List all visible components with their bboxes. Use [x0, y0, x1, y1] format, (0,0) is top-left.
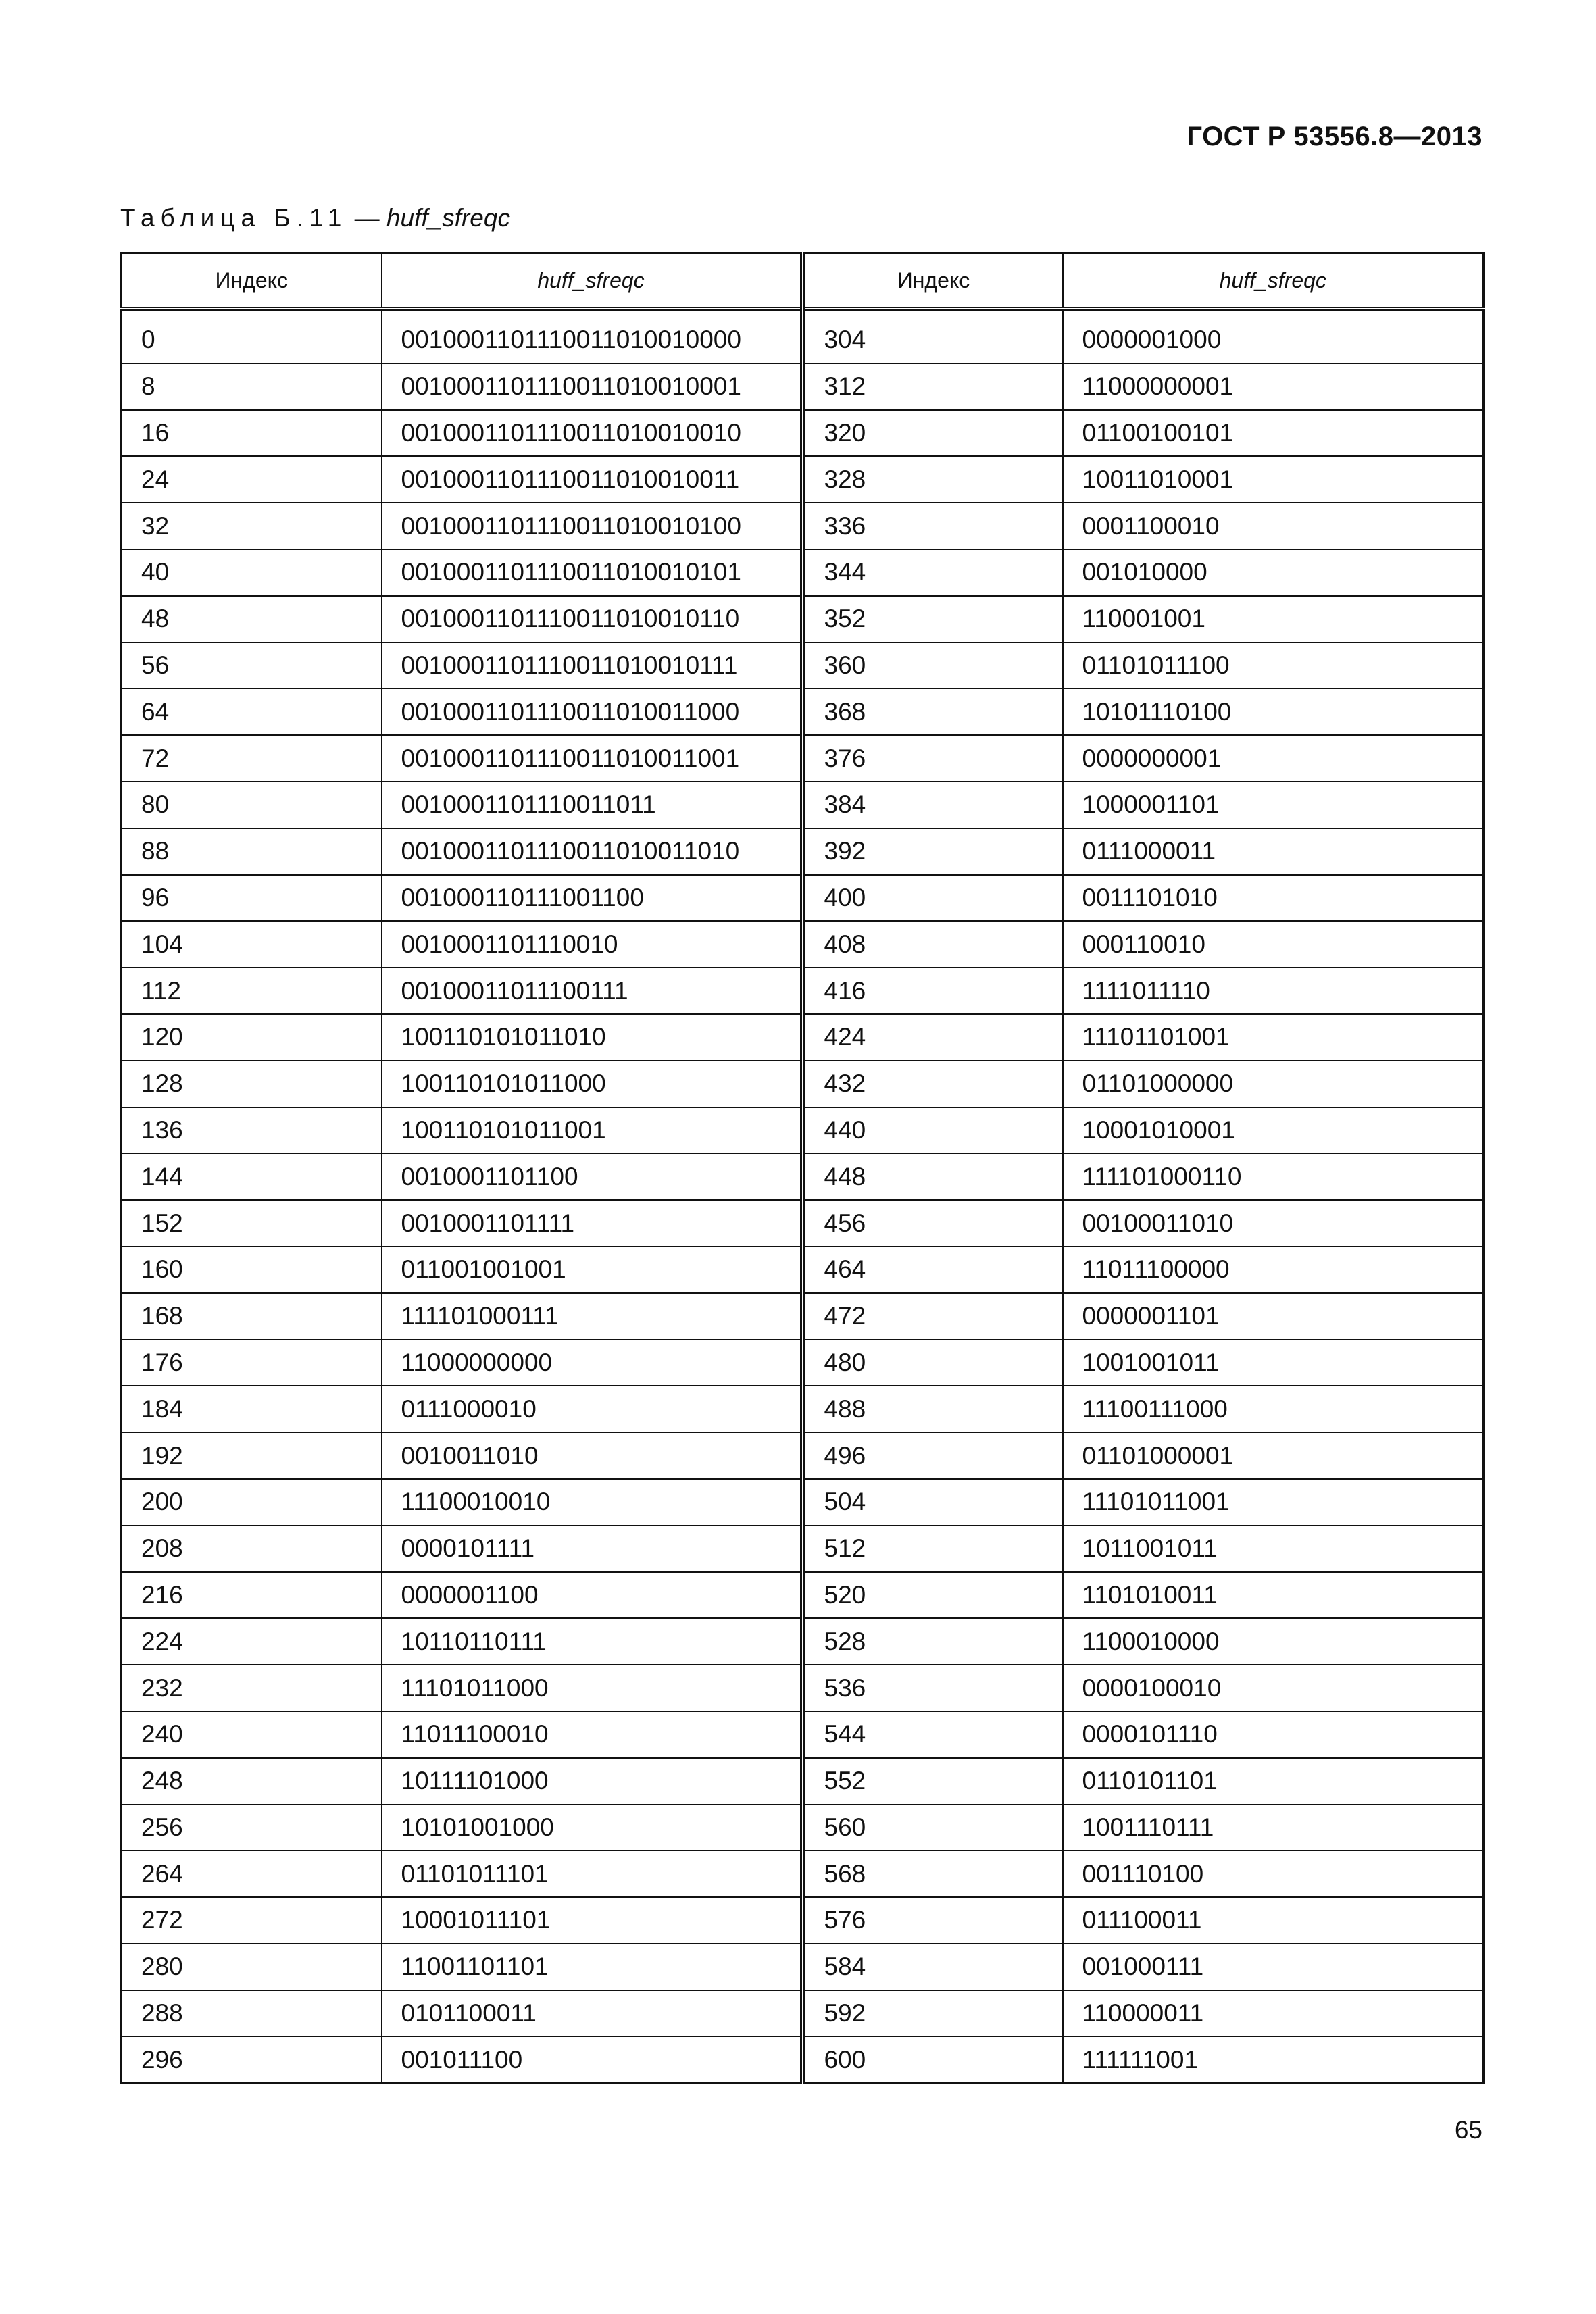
cell-index-right: 448	[803, 1153, 1063, 1200]
cell-index-right: 384	[803, 782, 1063, 828]
cell-index-right: 360	[803, 643, 1063, 689]
cell-code-right: 1011001011	[1063, 1526, 1484, 1572]
cell-code-right: 0110101101	[1063, 1758, 1484, 1805]
cell-index-right: 312	[803, 363, 1063, 410]
cell-index-right: 488	[803, 1386, 1063, 1432]
cell-code-right: 00100011010	[1063, 1200, 1484, 1247]
cell-code-right: 0111000011	[1063, 828, 1484, 875]
cell-code-right: 001110100	[1063, 1851, 1484, 1897]
cell-index-right: 376	[803, 735, 1063, 782]
cell-code-left: 11000000000	[382, 1340, 803, 1386]
cell-code-right: 111111001	[1063, 2036, 1484, 2083]
cell-code-right: 110001001	[1063, 596, 1484, 643]
cell-index-left: 224	[122, 1618, 382, 1665]
cell-index-right: 304	[803, 309, 1063, 363]
cell-code-left: 0010001101110011010010000	[382, 309, 803, 363]
cell-index-right: 512	[803, 1526, 1063, 1572]
cell-code-right: 1001001011	[1063, 1340, 1484, 1386]
cell-index-right: 336	[803, 503, 1063, 549]
cell-code-right: 000110010	[1063, 921, 1484, 967]
header-code-right: huff_sfreqc	[1063, 253, 1484, 309]
cell-code-right: 011100011	[1063, 1897, 1484, 1944]
cell-code-left: 0010001101110011010010001	[382, 363, 803, 410]
cell-index-left: 104	[122, 921, 382, 967]
cell-code-right: 1000001101	[1063, 782, 1484, 828]
table-row	[122, 1247, 1484, 1293]
cell-index-right: 416	[803, 967, 1063, 1014]
cell-code-left: 0010011010	[382, 1432, 803, 1479]
cell-code-left: 100110101011000	[382, 1061, 803, 1107]
page-number: 65	[1454, 2116, 1482, 2144]
table-row	[122, 1711, 1484, 1758]
cell-code-right: 10011010001	[1063, 456, 1484, 503]
cell-code-left: 0010001101110011010010010	[382, 410, 803, 457]
table-row	[122, 828, 1484, 875]
table-caption-dash: —	[347, 204, 386, 232]
cell-index-left: 16	[122, 410, 382, 457]
table-row	[122, 1851, 1484, 1897]
cell-index-right: 328	[803, 456, 1063, 503]
table-row	[122, 967, 1484, 1014]
cell-code-left: 10101001000	[382, 1805, 803, 1851]
table-row	[122, 782, 1484, 828]
table-row	[122, 1014, 1484, 1061]
cell-code-right: 110000011	[1063, 1990, 1484, 2037]
cell-index-right: 472	[803, 1293, 1063, 1340]
cell-index-right: 504	[803, 1479, 1063, 1526]
table-row	[122, 735, 1484, 782]
table-row	[122, 1340, 1484, 1386]
cell-code-left: 111101000111	[382, 1293, 803, 1340]
table-row	[122, 1990, 1484, 2037]
cell-code-left: 10111101000	[382, 1758, 803, 1805]
table-row	[122, 1479, 1484, 1526]
table-row	[122, 921, 1484, 967]
cell-code-left: 0010001101110011010010101	[382, 549, 803, 596]
cell-index-left: 208	[122, 1526, 382, 1572]
cell-index-left: 256	[122, 1805, 382, 1851]
header-index-right: Индекс	[803, 253, 1063, 309]
cell-index-right: 408	[803, 921, 1063, 967]
table-row	[122, 688, 1484, 735]
cell-index-left: 248	[122, 1758, 382, 1805]
header-index-left: Индекс	[122, 253, 382, 309]
cell-code-left: 0101100011	[382, 1990, 803, 2037]
cell-index-right: 560	[803, 1805, 1063, 1851]
cell-index-right: 320	[803, 410, 1063, 457]
cell-code-left: 001011100	[382, 2036, 803, 2083]
cell-index-left: 192	[122, 1432, 382, 1479]
table-row	[122, 456, 1484, 503]
cell-code-right: 001000111	[1063, 1944, 1484, 1990]
cell-code-right: 1111011110	[1063, 967, 1484, 1014]
cell-index-left: 296	[122, 2036, 382, 2083]
table-row	[122, 1944, 1484, 1990]
cell-index-right: 344	[803, 549, 1063, 596]
cell-index-left: 152	[122, 1200, 382, 1247]
cell-index-left: 0	[122, 309, 382, 363]
cell-code-right: 10101110100	[1063, 688, 1484, 735]
table-caption	[120, 204, 510, 232]
table-row	[122, 503, 1484, 549]
cell-code-left: 11100010010	[382, 1479, 803, 1526]
cell-index-left: 264	[122, 1851, 382, 1897]
cell-index-left: 56	[122, 643, 382, 689]
cell-code-left: 0010001101110011010010111	[382, 643, 803, 689]
cell-code-right: 0000001000	[1063, 309, 1484, 363]
cell-code-right: 10001010001	[1063, 1107, 1484, 1154]
cell-index-right: 568	[803, 1851, 1063, 1897]
cell-index-left: 280	[122, 1944, 382, 1990]
cell-index-right: 592	[803, 1990, 1063, 2037]
table-body	[122, 309, 1484, 2084]
table-row	[122, 1526, 1484, 1572]
cell-index-left: 176	[122, 1340, 382, 1386]
cell-code-left: 100110101011010	[382, 1014, 803, 1061]
document-id-header: ГОСТ Р 53556.8—2013	[1187, 122, 1482, 151]
cell-code-right: 0000001101	[1063, 1293, 1484, 1340]
cell-code-left: 0010001101110011010010011	[382, 456, 803, 503]
cell-code-right: 1101010011	[1063, 1572, 1484, 1619]
cell-code-right: 01101000000	[1063, 1061, 1484, 1107]
cell-index-right: 400	[803, 875, 1063, 922]
cell-code-left: 0010001101110010	[382, 921, 803, 967]
cell-index-left: 128	[122, 1061, 382, 1107]
cell-index-left: 64	[122, 688, 382, 735]
cell-index-left: 40	[122, 549, 382, 596]
cell-code-right: 11000000001	[1063, 363, 1484, 410]
cell-index-right: 424	[803, 1014, 1063, 1061]
cell-index-left: 232	[122, 1665, 382, 1711]
cell-code-right: 11101101001	[1063, 1014, 1484, 1061]
cell-code-right: 0000100010	[1063, 1665, 1484, 1711]
cell-index-right: 480	[803, 1340, 1063, 1386]
table-row	[122, 875, 1484, 922]
table-header-row	[122, 253, 1484, 309]
cell-index-right: 584	[803, 1944, 1063, 1990]
table-row	[122, 1572, 1484, 1619]
cell-code-left: 01101011101	[382, 1851, 803, 1897]
table-row	[122, 1107, 1484, 1154]
cell-index-left: 240	[122, 1711, 382, 1758]
table-row	[122, 1897, 1484, 1944]
cell-code-left: 11001101101	[382, 1944, 803, 1990]
cell-index-left: 8	[122, 363, 382, 410]
cell-index-left: 144	[122, 1153, 382, 1200]
table-caption-label: Таблица Б.11	[120, 204, 348, 232]
cell-index-left: 80	[122, 782, 382, 828]
header-code-left: huff_sfreqc	[382, 253, 803, 309]
table-row	[122, 1386, 1484, 1432]
cell-index-left: 96	[122, 875, 382, 922]
cell-index-left: 200	[122, 1479, 382, 1526]
cell-code-left: 0010001101110011010011000	[382, 688, 803, 735]
cell-code-left: 0010001101110011011	[382, 782, 803, 828]
cell-code-left: 10001011101	[382, 1897, 803, 1944]
cell-code-left: 11011100010	[382, 1711, 803, 1758]
table-row	[122, 1618, 1484, 1665]
cell-index-right: 368	[803, 688, 1063, 735]
table-row	[122, 1432, 1484, 1479]
cell-code-right: 001010000	[1063, 549, 1484, 596]
cell-index-left: 184	[122, 1386, 382, 1432]
cell-index-right: 576	[803, 1897, 1063, 1944]
cell-index-left: 168	[122, 1293, 382, 1340]
table-row	[122, 1061, 1484, 1107]
cell-index-left: 112	[122, 967, 382, 1014]
cell-index-right: 536	[803, 1665, 1063, 1711]
cell-index-left: 48	[122, 596, 382, 643]
huffman-table-container	[120, 252, 1482, 2084]
cell-index-left: 72	[122, 735, 382, 782]
cell-index-left: 120	[122, 1014, 382, 1061]
cell-code-right: 1100010000	[1063, 1618, 1484, 1665]
cell-code-left: 100110101011001	[382, 1107, 803, 1154]
cell-code-right: 11101011001	[1063, 1479, 1484, 1526]
cell-code-left: 011001001001	[382, 1247, 803, 1293]
cell-code-right: 111101000110	[1063, 1153, 1484, 1200]
table-row	[122, 1805, 1484, 1851]
table-row	[122, 1153, 1484, 1200]
table-row	[122, 410, 1484, 457]
table-row	[122, 1665, 1484, 1711]
cell-index-right: 552	[803, 1758, 1063, 1805]
cell-index-right: 528	[803, 1618, 1063, 1665]
cell-code-right: 01101000001	[1063, 1432, 1484, 1479]
table-row	[122, 643, 1484, 689]
cell-code-right: 11011100000	[1063, 1247, 1484, 1293]
table-caption-name: huff_sfreqc	[386, 204, 510, 232]
cell-code-left: 0010001101110011010011010	[382, 828, 803, 875]
table-row	[122, 1758, 1484, 1805]
cell-index-right: 456	[803, 1200, 1063, 1247]
table-row	[122, 309, 1484, 363]
cell-index-left: 160	[122, 1247, 382, 1293]
cell-code-left: 0000001100	[382, 1572, 803, 1619]
cell-index-left: 288	[122, 1990, 382, 2037]
cell-index-left: 272	[122, 1897, 382, 1944]
cell-index-right: 544	[803, 1711, 1063, 1758]
cell-code-left: 0010001101100	[382, 1153, 803, 1200]
table-row	[122, 1200, 1484, 1247]
cell-index-left: 136	[122, 1107, 382, 1154]
cell-code-right: 0001100010	[1063, 503, 1484, 549]
cell-index-left: 24	[122, 456, 382, 503]
cell-code-left: 0111000010	[382, 1386, 803, 1432]
cell-code-left: 10110110111	[382, 1618, 803, 1665]
cell-code-left: 0010001101110011010010110	[382, 596, 803, 643]
cell-code-left: 001000110111001100	[382, 875, 803, 922]
cell-code-right: 01100100101	[1063, 410, 1484, 457]
cell-code-left: 0000101111	[382, 1526, 803, 1572]
cell-index-right: 520	[803, 1572, 1063, 1619]
cell-code-left: 00100011011100111	[382, 967, 803, 1014]
cell-code-right: 1001110111	[1063, 1805, 1484, 1851]
cell-index-left: 88	[122, 828, 382, 875]
cell-code-left: 0010001101110011010011001	[382, 735, 803, 782]
cell-code-right: 0000000001	[1063, 735, 1484, 782]
cell-index-left: 32	[122, 503, 382, 549]
cell-code-right: 0011101010	[1063, 875, 1484, 922]
table-row	[122, 363, 1484, 410]
cell-code-left: 11101011000	[382, 1665, 803, 1711]
cell-index-right: 392	[803, 828, 1063, 875]
cell-index-right: 440	[803, 1107, 1063, 1154]
cell-index-right: 352	[803, 596, 1063, 643]
table-row	[122, 2036, 1484, 2083]
cell-index-right: 600	[803, 2036, 1063, 2083]
cell-code-right: 11100111000	[1063, 1386, 1484, 1432]
cell-index-left: 216	[122, 1572, 382, 1619]
table-row	[122, 1293, 1484, 1340]
cell-index-right: 496	[803, 1432, 1063, 1479]
cell-code-left: 0010001101110011010010100	[382, 503, 803, 549]
cell-index-right: 464	[803, 1247, 1063, 1293]
cell-code-right: 01101011100	[1063, 643, 1484, 689]
cell-code-left: 0010001101111	[382, 1200, 803, 1247]
cell-index-right: 432	[803, 1061, 1063, 1107]
table-row	[122, 596, 1484, 643]
huffman-table	[120, 252, 1485, 2084]
table-row	[122, 549, 1484, 596]
cell-code-right: 0000101110	[1063, 1711, 1484, 1758]
